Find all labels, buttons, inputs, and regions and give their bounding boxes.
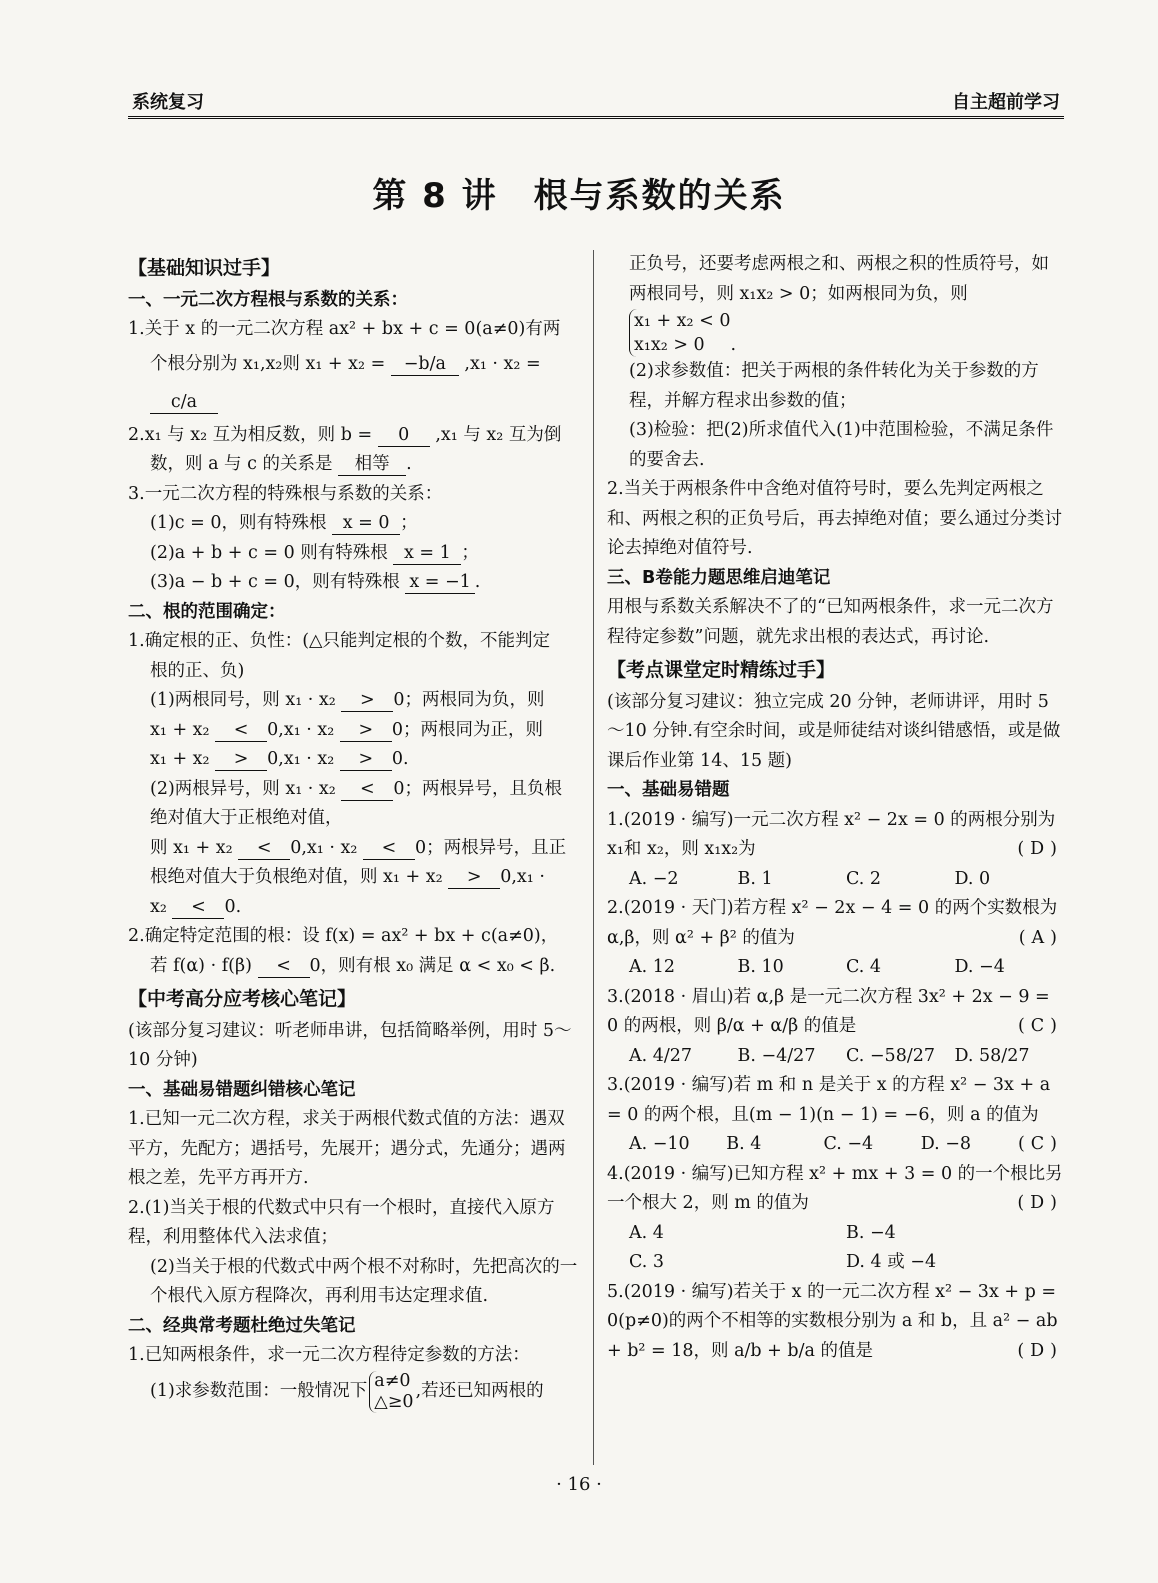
page-title: 第 8 讲 根与系数的关系 [372, 176, 786, 216]
q3-1: (1)c = 0，则有特殊根 x = 0 ； [150, 513, 418, 533]
core-2-1: 1.已知两根条件，求一元二次方程待定参数的方法： [128, 1345, 530, 1365]
core-section-1-title: 一、基础易错题纠错核心笔记 [128, 1079, 356, 1100]
q3-title: 3.一元二次方程的特殊根与系数的关系： [128, 483, 443, 504]
exercise-3: 3.(2018 · 眉山)若 α,β 是一元二次方程 3x² + 2x − 9 = 0 的两根，则 β/α + α/β 的值是 (C) [607, 983, 1063, 1042]
section-3-text: 用根与系数关系解决不了的“已知两根条件，求一元二次方程待定参数”问题，就先求出根的表达式，再讨论. [607, 597, 1054, 647]
core-1-1: 1.已知一元二次方程，求关于两根代数式值的方法：遇双平方，先配方；遇括号，先展开；遇分式，先通分；遇两根之差，先平方再开方. [128, 1109, 566, 1188]
r-para-4: 2.当关于两根条件中含绝对值符号时，要么先判定两根之和、两根之积的正负号后，再去掉绝对值；要么通过分类讨论去掉绝对值符号. [607, 479, 1062, 558]
exercise-6-answer: (D) [1017, 1340, 1063, 1361]
right-column [607, 250, 1063, 1366]
exercise-3-options: A. 4/27 B. −4/27 C. −58/27 D. 58/27 [629, 1045, 1030, 1066]
answer-product: c/a [150, 391, 218, 414]
core-note: (该部分复习建议：听老师串讲，包括简略举例，用时 5～10 分钟) [128, 1020, 572, 1070]
q2-line2: 数，则 a 与 c 的关系是 相等 . [150, 454, 412, 474]
q1-line2: 个根分别为 x₁,x₂则 x₁ + x₂ = −b/a ,x₁ · x₂ = [150, 353, 541, 374]
exercise-5: 4.(2019 · 编写)已知方程 x² + mx + 3 = 0 的一个根比另一个根大 2，则 m 的值为 (D) [607, 1160, 1063, 1219]
r-para-3: (3)检验：把(2)所求值代入(1)中范围检验，不满足条件的要舍去. [629, 420, 1054, 470]
core-section-2-title: 二、经典常考题杜绝过失笔记 [128, 1315, 356, 1336]
column-divider [593, 250, 594, 1465]
exercise-1-answer: (D) [1017, 839, 1063, 859]
header-right: 自主超前学习 [952, 92, 1060, 113]
page-number: · 16 · [556, 1474, 602, 1495]
exercise-1-options: A. −2 B. 1 C. 2 D. 0 [629, 868, 991, 889]
r1-2-line5: x₂ < 0. [150, 896, 242, 917]
exercise-4-answer: (C) [1017, 1134, 1063, 1154]
r1-line1: 1.确定根的正、负性：(△只能判定根的个数，不能判定 [128, 631, 550, 651]
core-1-2a: 2.(1)当关于根的代数式中只有一个根时，直接代入原方程，利用整体代入法求值； [128, 1197, 555, 1247]
r1-2-line3: 则 x₁ + x₂ < 0,x₁ · x₂ < 0；两根异号，且正 [150, 837, 567, 858]
r2-line1: 2.确定特定范围的根：设 f(x) = ax² + bx + c(a≠0)， [128, 926, 559, 946]
exercise-5-answer: (D) [1017, 1193, 1063, 1213]
q1-line3 [128, 383, 580, 421]
exercise-2-options: A. 12 B. 10 C. 4 D. −4 [629, 957, 1005, 977]
r-para-1: 正负号，还要考虑两根之和、两根之积的性质符号，如两根同号，则 x₁x₂ > 0；如两根同为负，则 [629, 254, 1049, 304]
section-2-title: 二、根的范围确定： [128, 601, 286, 622]
r-system: x₁ + x₂ < 0 x₁x₂ > 0 . [607, 309, 1063, 357]
section-basic-head: 【基础知识过手】 [128, 257, 281, 279]
r1-2-line1: (2)两根异号，则 x₁ · x₂ < 0；两根异号，且负根 [150, 778, 563, 799]
r1-2-line2: 绝对值大于正根绝对值， [150, 808, 343, 828]
core-1-2b: (2)当关于根的代数式中两个根不对称时，先把高次的一个根代入原方程降次，再利用韦达定理求值. [150, 1256, 578, 1306]
left-column [128, 250, 580, 1413]
exercise-5-options: A. 4 B. −4 C. 3 D. 4 或 −4 [629, 1222, 937, 1272]
page-header [128, 86, 1064, 119]
section-3-title: 三、B卷能力题思维启迪笔记 [607, 567, 831, 588]
q3-3: (3)a − b + c = 0，则有特殊根 x = −1 . [150, 572, 481, 592]
section-drill-head: 【考点课堂定时精练过手】 [607, 659, 836, 681]
answer-sum: −b/a [391, 353, 459, 376]
core-2-1a: (1)求参数范围：一般情况下 a≠0 △≥0 ,若还已知两根的 [150, 1370, 544, 1412]
r2-line2: 若 f(α) · f(β) < 0，则有根 x₀ 满足 α < x₀ < β. [150, 955, 556, 976]
exercise-4: 3.(2019 · 编写)若 m 和 n 是关于 x 的方程 x² − 3x + a = 0 的两个根，且(m − 1)(n − 1) = −6，则 a 的值为 (C) [607, 1071, 1063, 1130]
r1-line2: 根的正、负) [150, 660, 245, 681]
exercise-3-answer: (C) [1017, 1016, 1063, 1036]
header-left: 系统复习 [132, 92, 204, 113]
exercise-2: 2.(2019 · 天门)若方程 x² − 2x − 4 = 0 的两个实数根为 α,β，则 α² + β² 的值为 (A) [607, 894, 1063, 953]
exercise-6: 5.(2019 · 编写)若关于 x 的一元二次方程 x² − 3x + p = 0(p≠0)的两个不相等的实数根分别为 a 和 b，且 a² − ab + b² = 18，则 a/b + b/a 的值是 (D) [607, 1278, 1063, 1367]
drill-note: (该部分复习建议：独立完成 20 分钟，老师讲评，用时 5～10 分钟.有空余时间，或是师徒结对谈纠错感悟，或是做课后作业第 14、15 题) [607, 691, 1061, 771]
r-para-2: (2)求参数值：把关于两根的条件转化为关于参数的方程，并解方程求出参数的值； [629, 361, 1039, 411]
r1-1-line1: (1)两根同号，则 x₁ · x₂ > 0；两根同为负，则 [150, 690, 545, 710]
r1-2-line4: 根绝对值大于负根绝对值，则 x₁ + x₂ > 0,x₁ · [150, 867, 545, 887]
exercise-1: 1.(2019 · 编写)一元二次方程 x² − 2x = 0 的两根分别为 x₁和 x₂，则 x₁x₂为 (D) [607, 806, 1063, 865]
q2-line1: 2.x₁ 与 x₂ 互为相反数，则 b = 0 ,x₁ 与 x₂ 互为倒 [128, 424, 562, 445]
r1-1-line3: x₁ + x₂ > 0,x₁ · x₂ > 0. [150, 749, 409, 769]
exercise-4-options: A. −10 B. 4 C. −4 D. −8 [629, 1134, 972, 1154]
drill-section-1-title: 一、基础易错题 [607, 780, 730, 800]
q1-line1: 1.关于 x 的一元二次方程 ax² + bx + c = 0(a≠0)有两 [128, 319, 561, 339]
r1-1-line2: x₁ + x₂ < 0,x₁ · x₂ > 0；两根同为正，则 [150, 719, 544, 740]
section-1-title: 一、一元二次方程根与系数的关系： [128, 289, 408, 310]
section-core-head: 【中考高分应考核心笔记】 [128, 988, 357, 1010]
q3-2: (2)a + b + c = 0 则有特殊根 x = 1 ； [150, 542, 479, 563]
exercise-2-answer: (A) [1018, 927, 1063, 948]
